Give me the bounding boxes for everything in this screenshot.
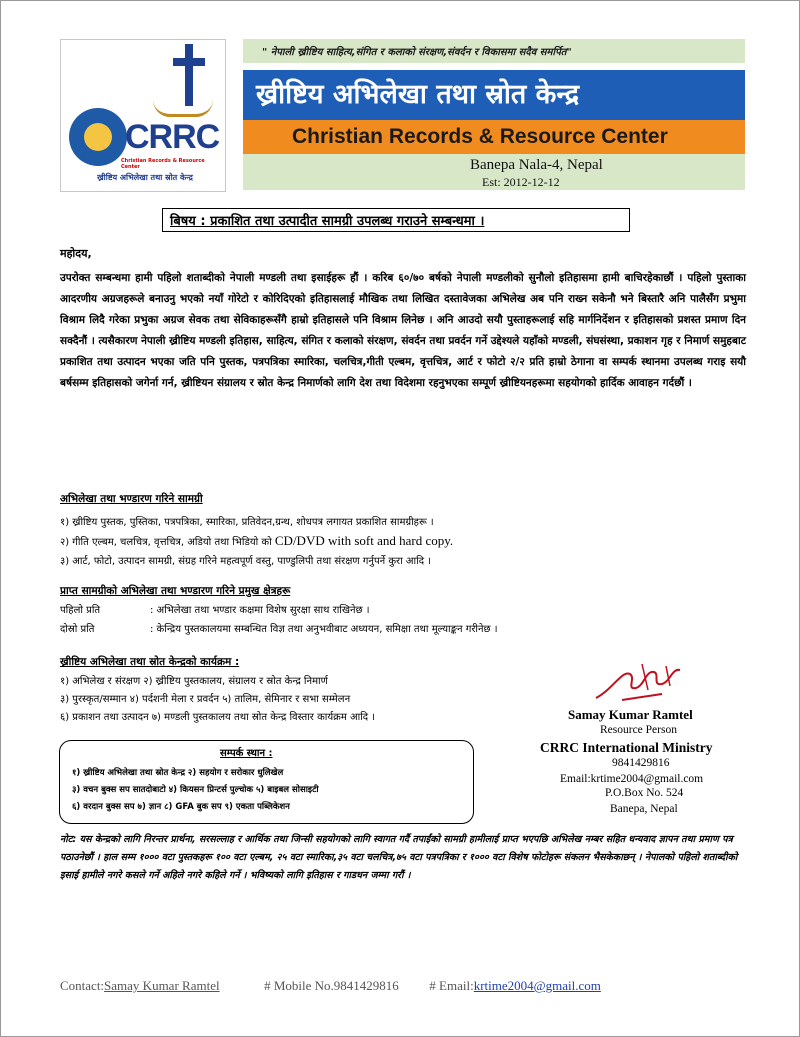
contact-title: सम्पर्क स्थान : bbox=[220, 748, 273, 759]
established-date: Est: 2012-12-12 bbox=[482, 175, 560, 189]
storage-value-second: : केन्द्रिय पुस्तकालयमा सम्बन्धित विज्ञ तथा अनुभवीबाट अध्ययन, समिक्षा तथा मूल्याङ्कन गरीनेछ । bbox=[150, 624, 498, 635]
contact-line: ३) वचन बुक्स सप सातदोबाटो ४) कियसन प्रिन्टर्स पुल्चोक ५) बाइबल सोसाइटी bbox=[72, 785, 319, 795]
footer bbox=[60, 978, 601, 994]
title-english: Christian Records & Resource Center bbox=[292, 125, 668, 148]
header-tagline: " नेपाली ख्रीष्टिय साहित्य,संगित र कलाको संरक्षण,संवर्दन र विकासमा सदैव समर्पित" bbox=[262, 47, 572, 58]
storage-value-first: : अभिलेखा तथा भण्डार कक्षमा विशेष सुरक्षा साथ राखिनेछ । bbox=[150, 605, 370, 616]
list-item: १) अभिलेख र संरक्षण २) ख्रीष्टिय पुस्तकालय, संग्रालय र स्रोत केन्द्र निमार्ण bbox=[60, 676, 328, 687]
footer-mobile: # Mobile No.9841429816 bbox=[264, 978, 399, 993]
footer-contact-name: Samay Kumar Ramtel bbox=[104, 978, 220, 993]
signatory-org: CRRC International Ministry bbox=[540, 740, 713, 755]
book-icon bbox=[153, 100, 213, 117]
list-item-english: CD/DVD with soft and hard copy. bbox=[274, 533, 454, 548]
signatory-name: Samay Kumar Ramtel bbox=[568, 707, 693, 722]
signatory-role: Resource Person bbox=[600, 724, 677, 736]
contact-line: ६) वरदान बुक्स सप ७) ज्ञान ८) GFA बुक सप ९) एकता पब्लिकेशन bbox=[72, 802, 290, 812]
salutation: महोदय, bbox=[60, 247, 92, 260]
subject-line: बिषय : प्रकाशित तथा उत्पादीत सामग्री उपलब्ध गराउने सम्बन्धमा । bbox=[170, 214, 485, 229]
signatory-pobox: P.O.Box No. 524 bbox=[605, 787, 684, 799]
logo-emblem bbox=[69, 108, 127, 166]
footer-email-link[interactable]: krtime2004@gmail.com bbox=[473, 978, 601, 993]
storage-label-first: पहिलो प्रति bbox=[60, 605, 101, 616]
logo-subtitle: Christian Records & Resource Center bbox=[121, 158, 205, 170]
section-program-title: ख्रीष्टिय अभिलेखा तथा स्रोत केन्द्रको कार्यक्रम : bbox=[60, 656, 240, 668]
section-storage-title: प्राप्त सामग्रीको अभिलेखा तथा भण्डारण गरिने प्रमुख क्षेत्रहरू bbox=[60, 585, 291, 597]
section-materials-title: अभिलेखा तथा भण्डारण गरिने सामग्री bbox=[60, 493, 203, 505]
body-paragraph: उपरोक्त सम्बन्धमा हामी पहिलो शताब्दीको नेपाली मण्डली तथा इसाईहरू हौं । करिब ६०/७० बर्षको नेपाली मण्डलीको सुनौलो इतिहासमा हामी बाचिरहेकाछौं । पहिलो पुस्ताका आदरणीय अग्रजहरूले बनाउनु भएको नयाँ गोरेटो र कोरिदिएको इतिहासलाई मौखिक तथा लिखित दस्तावेजका अभिलेख अब पनि राख्न सकेनौ भने बिस्तारै अनि पालैसँग प्रभुमा विश्राम लिदै गरेका प्रभुका अग्रज सेवक तथा सेविकाहरूसँगै हाम्रो इतिहासले पनि विश्राम लिनेछ । अनि आउदो सयौ पुस्ताहरूलाई सहि मार्गनिर्देशन र इतिहासको प्रशस्त प्रमाण दिन सक्दैनौं । त्यसैकारण नेपाली ख्रीष्टिय मण्डली इतिहास, साहित्य, संगित र कलाको संरक्षण, संवर्दन तथा प्रवर्दन गर्ने उद्देश्यले यहाँको मण्डली, संघसंस्था, प्रकाशन गृह र निमार्ण समुहबाट प्रकाशित तथा उत्पादन भएका जति पनि पुस्तक, पत्रपत्रिका स्मारिका, चलचित्र,गीती एल्बम, वृत्तचित्र, आर्ट र फोटो २/२ प्रति हाम्रो ठेगाना वा सम्पर्क स्थानमा उपलब्ध गराइ सयौ बर्षसम्म इतिहासको जगेर्ना गर्न, ख्रीष्टियन संग्रालय र स्रोत केन्द्र निमार्णको लागि देश तथा विदेशमा रहनुभएका सम्पूर्ण ख्रीष्टियनहरूमा सहयोगको हार्दिक आवाहन गर्दछौं । bbox=[60, 272, 746, 389]
list-item: ३) आर्ट, फोटो, उत्पादन सामग्री, संग्रह गरिने महत्वपूर्ण वस्तु, पाण्डुलिपी तथा संरक्षण गर्नुपर्ने कुरा आदि । bbox=[60, 556, 432, 567]
header-address: Banepa Nala-4, Nepal bbox=[470, 157, 603, 173]
contact-line: १) ख्रीष्टिय अभिलेखा तथा स्रोत केन्द्र २) सहयोग र सरोकार धुलिखेल bbox=[72, 768, 284, 778]
footnote: नोट: यस केन्द्रको लागि निरन्तर प्रार्थना, सरसल्लाह र आर्थिक तथा जिन्सी सहयोगको लागि स्वागत गर्दै तपाईंको सामग्री हामीलाई प्राप्त भएपछि अभिलेख नम्बर सहित धन्यवाद ज्ञापन तथा प्रमाण पत्र पठाउनेछौं । हाल सम्म १००० वटा पुस्तकहरू १०० वटा एल्बम, २५ वटा स्मारिका,३५ वटा चलचित्र,७५ वटा पत्रपत्रिका र १००० वटा विशेष फोटोहरू संकलन भैसकेकाछन् । नेपालको पहिलो शताब्दीको इसाई हामीले नगरे कसले गर्ने अहिले नगरे कहिले गर्ने । भविष्यको लागि इतिहास र गाडधन जम्मा गरौं । bbox=[60, 834, 738, 881]
signature-image bbox=[592, 660, 692, 704]
list-item: ३) पुरस्कृत/सम्मान ४) पर्दशनी मेला र प्रवर्दन ५) तालिम, सेमिनार र सभा सम्मेलन bbox=[60, 694, 351, 705]
list-item bbox=[60, 533, 453, 549]
list-item: ६) प्रकाशन तथा उत्पादन ७) मण्डली पुस्तकालय तथा स्रोत केन्द्र विस्तार कार्यक्रम आदि । bbox=[60, 712, 376, 723]
list-item-text: २) गीति एल्बम, चलचित्र, वृत्तचित्र, अडियो तथा भिडियो को bbox=[60, 537, 275, 548]
logo-tagline: ख्रीष्टिय अभिलेखा तथा स्रोत केन्द्र bbox=[97, 173, 193, 182]
title-nepali: ख्रीष्टिय अभिलेखा तथा स्रोत केन्द्र bbox=[256, 79, 580, 110]
logo-text: CRRC bbox=[125, 118, 220, 156]
crrc-logo bbox=[60, 39, 226, 192]
list-item: १) ख्रीष्टिय पुस्तक, पुस्तिका, पत्रपत्रिका, स्मारिका, प्रतिवेदन,ग्रन्थ, शोधपत्र लगायत प्रकाशित सामग्रीहरू । bbox=[60, 517, 434, 528]
signatory-city: Banepa, Nepal bbox=[610, 803, 678, 815]
footer-contact-label: Contact: bbox=[60, 978, 105, 993]
footer-email-label: # Email: bbox=[429, 978, 474, 993]
storage-label-second: दोस्रो प्रति bbox=[60, 624, 95, 635]
signatory-email: Email:krtime2004@gmail.com bbox=[560, 773, 704, 785]
signatory-phone: 9841429816 bbox=[612, 757, 670, 769]
